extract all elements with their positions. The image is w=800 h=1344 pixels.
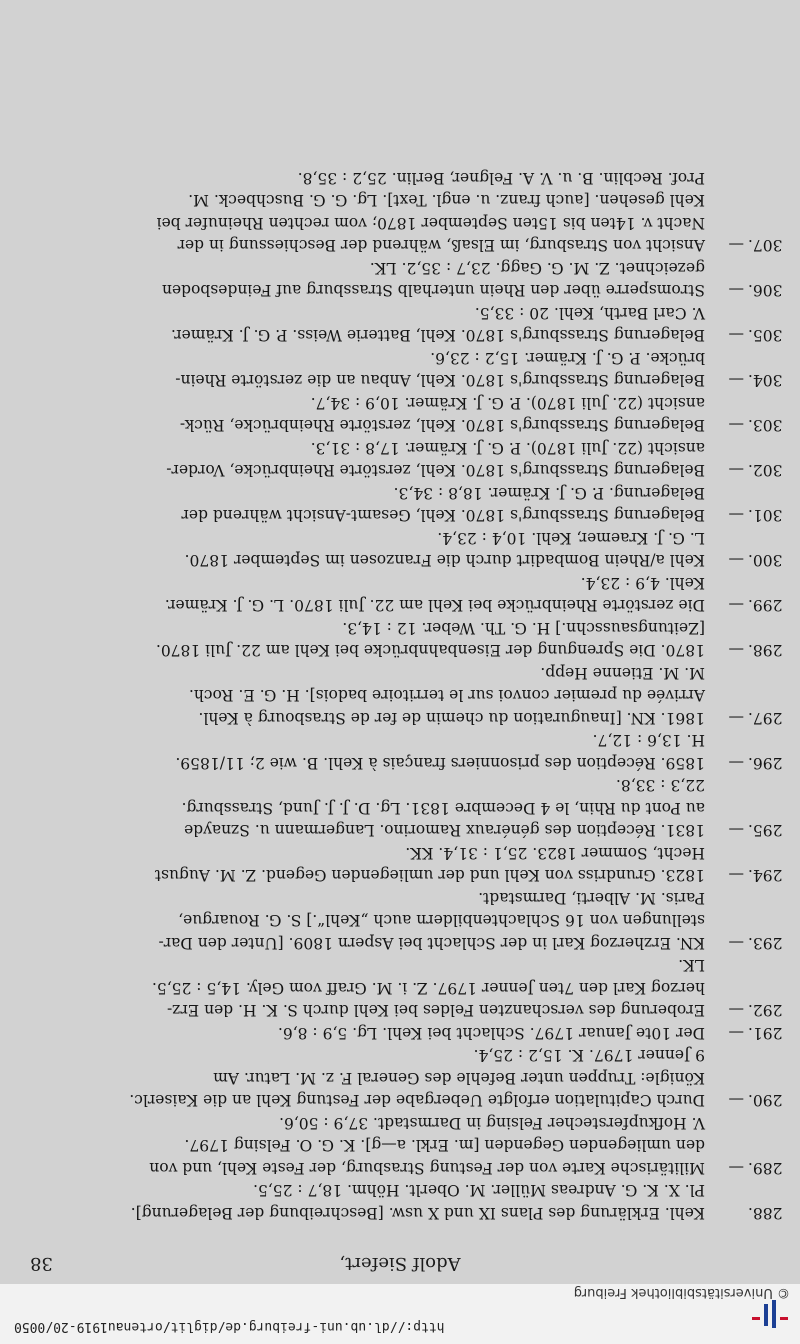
copyright-notice: © Universitätsbibliothek Freiburg bbox=[573, 1285, 790, 1300]
entry-number: 290. bbox=[748, 1091, 783, 1110]
catalogue-entry bbox=[35, 729, 783, 774]
entry-line: 22,3 : 33,8. bbox=[615, 776, 705, 795]
catalogue-entries bbox=[35, 167, 783, 1225]
university-logo-icon bbox=[750, 1298, 790, 1330]
entry-line: gezeichnet. Z. M. G. Gagg. 23,7 : 35,2. LK. bbox=[369, 259, 705, 277]
catalogue-entry bbox=[35, 167, 783, 257]
entry-number: 299. bbox=[748, 596, 783, 615]
entry-number: 292. bbox=[748, 1001, 783, 1020]
entry-line: Durch Capitulation erfolgte Uebergabe der Festung Kehl an die Kaiserlc. bbox=[129, 1091, 705, 1110]
entry-line: LK. bbox=[678, 956, 705, 975]
catalogue-entry bbox=[35, 257, 783, 302]
entry-line: Eroberung des verschanzten Feldes bei Kehl durch S. K. H. den Erz- bbox=[167, 1001, 705, 1020]
entry-number: 297. bbox=[748, 709, 783, 727]
entry-dash: — bbox=[728, 551, 744, 570]
entry-line: Arrivée du premier convoi sur le territoire badois]. H. G. E. Roch. bbox=[188, 686, 705, 705]
entry-line: brücke. P. G. J. Krämer. 15,2 : 23,6. bbox=[430, 349, 705, 367]
entry-line: 1859. Réception des prisonniers français à Kehl. B. wie 2; 11/1859. bbox=[175, 754, 705, 772]
entry-line: 1823. Grundriss von Kehl und der umliegenden Gegend. Z. M. August bbox=[154, 866, 705, 885]
entry-line: KN. Erzherzog Karl in der Schlacht bei Aspern 1809. [Unter den Dar- bbox=[158, 934, 705, 952]
entry-line: Nacht v. 14ten bis 15ten September 1870; vom rechten Rheinufer bei bbox=[156, 214, 705, 232]
entry-line: Belagerung Strassburg's 1870. Kehl, Anbau an die zerstörte Rhein- bbox=[175, 371, 705, 390]
entry-dash: — bbox=[728, 1024, 744, 1042]
entry-line: Belagerung Strassburg's 1870. Kehl, Batterie Weiss. P. G. J. Krämer. bbox=[170, 326, 705, 345]
running-head bbox=[30, 1244, 770, 1274]
entry-line: V. Carl Barth, Kehl. 20 : 33,5. bbox=[474, 304, 705, 322]
entry-number: 291. bbox=[748, 1024, 783, 1042]
running-head-author: Adolf Siefert, bbox=[339, 1253, 461, 1274]
catalogue-entry bbox=[35, 617, 783, 662]
entry-line: Belagerung Strassburg's 1870. Kehl, zerstörte Rheinbrücke, Rück- bbox=[179, 416, 705, 435]
entry-number: 302. bbox=[748, 461, 783, 480]
entry-line: Der 10te Januar 1797. Schlacht bei Kehl. Lg. 5,9 : 8,6. bbox=[277, 1024, 705, 1042]
entry-line: Kehl gesehen. [auch franz. u. engl. Text]. Lg. G. G. Buschbeck. M. bbox=[188, 191, 705, 210]
entry-line: Kehl. 4,9 : 23,4. bbox=[580, 574, 705, 592]
entry-dash: — bbox=[728, 1159, 744, 1177]
entry-dash: — bbox=[728, 1091, 744, 1110]
entry-line: Hecht, Sommer 1823. 25,1 : 31,4. KK. bbox=[405, 844, 705, 862]
entry-dash: — bbox=[728, 754, 744, 772]
entry-number: 304. bbox=[748, 371, 783, 390]
entry-dash: — bbox=[728, 461, 744, 480]
catalogue-entry bbox=[35, 1022, 783, 1045]
entry-line: Königle: Truppen unter Befehle des General F. z. M. Latur. Am bbox=[213, 1069, 705, 1087]
entry-number: 303. bbox=[748, 416, 783, 435]
entry-dash: — bbox=[728, 821, 744, 840]
catalogue-entry bbox=[35, 302, 783, 347]
entry-number: 306. bbox=[748, 281, 783, 300]
entry-line: Kehl. Erklärung des Plans IX und X usw. [Beschreibung der Belagerung]. bbox=[130, 1204, 705, 1222]
entry-line: Die zerstörte Rheinbrücke bei Kehl am 22. Juli 1870. L. G. J. Krämer. bbox=[164, 596, 705, 615]
entry-dash: — bbox=[728, 596, 744, 615]
entry-number: 294. bbox=[748, 866, 783, 885]
entry-number: 288. bbox=[748, 1204, 783, 1222]
entry-number: 295. bbox=[748, 821, 783, 840]
entry-line: 1831. Réception des généraux Ramorino. Langermann u. Sznayde bbox=[184, 821, 705, 840]
entry-line: Ansicht von Strasburg, im Elsaß, während der Beschiessung in der bbox=[177, 236, 705, 255]
entry-number: 293. bbox=[748, 934, 783, 952]
entry-line: stellungen von 16 Schlachtenbildern auch „Kehl“.] S. G. Rouargue, bbox=[178, 911, 705, 930]
catalogue-entry bbox=[35, 347, 783, 392]
catalogue-entry bbox=[35, 527, 783, 572]
entry-dash: — bbox=[728, 709, 744, 727]
entry-dash: — bbox=[728, 281, 744, 300]
entry-line: den umliegenden Gegenden [m. Erkl. a—g]. K. G. O. Felsing 1797. bbox=[184, 1136, 705, 1155]
entry-line: Belagerung. P. G. J. Krämer. 18,8 : 34,3. bbox=[393, 484, 705, 502]
entry-dash: — bbox=[728, 236, 744, 255]
entry-line: Paris. M. Alberti, Darmstadt. bbox=[478, 889, 705, 907]
entry-dash: — bbox=[728, 506, 744, 525]
entry-line: [Zeitungsausschn.] H. G. Th. Weber. 12 : 14,3. bbox=[342, 619, 705, 637]
catalogue-entry bbox=[35, 572, 783, 617]
entry-line: Belagerung Strassburg's 1870. Kehl, Gesamt-Ansicht während der bbox=[181, 506, 705, 525]
entry-line: Prof. Recblin. B. u. V. A. Felgner, Berlin. 25,2 : 35,8. bbox=[297, 169, 705, 187]
catalogue-entry bbox=[35, 842, 783, 887]
entry-number: 298. bbox=[748, 641, 783, 660]
entry-line: Militärische Karte von der Festung Strasburg, der Feste Kehl, und von bbox=[149, 1159, 705, 1177]
catalogue-entry bbox=[35, 437, 783, 482]
catalogue-entry bbox=[35, 1179, 783, 1224]
entry-dash: — bbox=[728, 641, 744, 660]
entry-line: Kehl a/Rhein Bombadirt durch die Franzosen im September 1870. bbox=[184, 551, 705, 570]
entry-line: Pl. X. K. G. Andreas Müller. M. Oberlt. Höhm. 18,7 : 25,5. bbox=[253, 1181, 705, 1200]
entry-dash: — bbox=[728, 1001, 744, 1020]
catalogue-entry bbox=[35, 482, 783, 527]
catalogue-entry bbox=[35, 662, 783, 730]
entry-line: M. M. Etienne Hepp. bbox=[540, 664, 705, 682]
entry-number: 289. bbox=[748, 1159, 783, 1177]
entry-dash: — bbox=[728, 326, 744, 345]
entry-line: L. G. J. Kraemer, Kehl. 10,4 : 23,4. bbox=[437, 529, 705, 547]
entry-number: 305. bbox=[748, 326, 783, 345]
entry-line: Stromsperre über den Rhein unterhalb Strassburg auf Feindesboden bbox=[161, 281, 705, 300]
entry-line: 1870. Die Sprengung der Eisenbahnbrücke bei Kehl am 22. Juli 1870. bbox=[155, 641, 705, 660]
permalink[interactable]: http://dl.ub.uni-freiburg.de/diglit/ortenau1919-20/0050 bbox=[14, 1319, 445, 1334]
entry-line: Belagerung Strassburg's 1870. Kehl, zerstörte Rheinbrücke, Vorder- bbox=[166, 461, 705, 480]
entry-number: 301. bbox=[748, 506, 783, 525]
entry-number: 300. bbox=[748, 551, 783, 570]
entry-number: 296. bbox=[748, 754, 783, 772]
library-header bbox=[0, 1284, 800, 1344]
catalogue-entry bbox=[35, 1044, 783, 1112]
catalogue-entry bbox=[35, 954, 783, 1022]
catalogue-entry bbox=[35, 1112, 783, 1180]
entry-line: H. 13,6 : 12,7. bbox=[592, 731, 705, 750]
entry-line: au Pont du Rhin, le 4 Decembre 1831. Lg. D. J. J. Jund, Strassburg. bbox=[181, 799, 705, 817]
entry-number: 307. bbox=[748, 236, 783, 255]
catalogue-entry bbox=[35, 392, 783, 437]
entry-dash: — bbox=[728, 866, 744, 885]
entry-line: 1861. KN. [Inauguration du chemin de fer de Strasbourg à Kehl. bbox=[198, 709, 705, 727]
entry-line: ansicht (22. Juli 1870). P. G. J. Krämer. 17,8 : 31,3. bbox=[310, 439, 705, 457]
catalogue-entry bbox=[35, 887, 783, 955]
entry-line: ansicht (22. Juli 1870). P. G. J. Krämer. 10,9 : 34,7. bbox=[310, 394, 705, 412]
entry-dash: — bbox=[728, 371, 744, 390]
catalogue-entry bbox=[35, 774, 783, 842]
page-number: 38 bbox=[30, 1253, 53, 1274]
entry-dash: — bbox=[728, 934, 744, 952]
entry-line: 9 Jenner 1797. K. 15,2 : 25,4. bbox=[473, 1046, 705, 1065]
entry-line: V. Hofkupferstecher Felsing in Darmstadt. 37,9 : 50,6. bbox=[279, 1114, 705, 1132]
entry-line: herzog Karl den 7ten Jenner 1797. Z. i. M. Graff vom Gely. 14,5 : 25,5. bbox=[151, 979, 705, 997]
entry-dash: — bbox=[728, 416, 744, 435]
